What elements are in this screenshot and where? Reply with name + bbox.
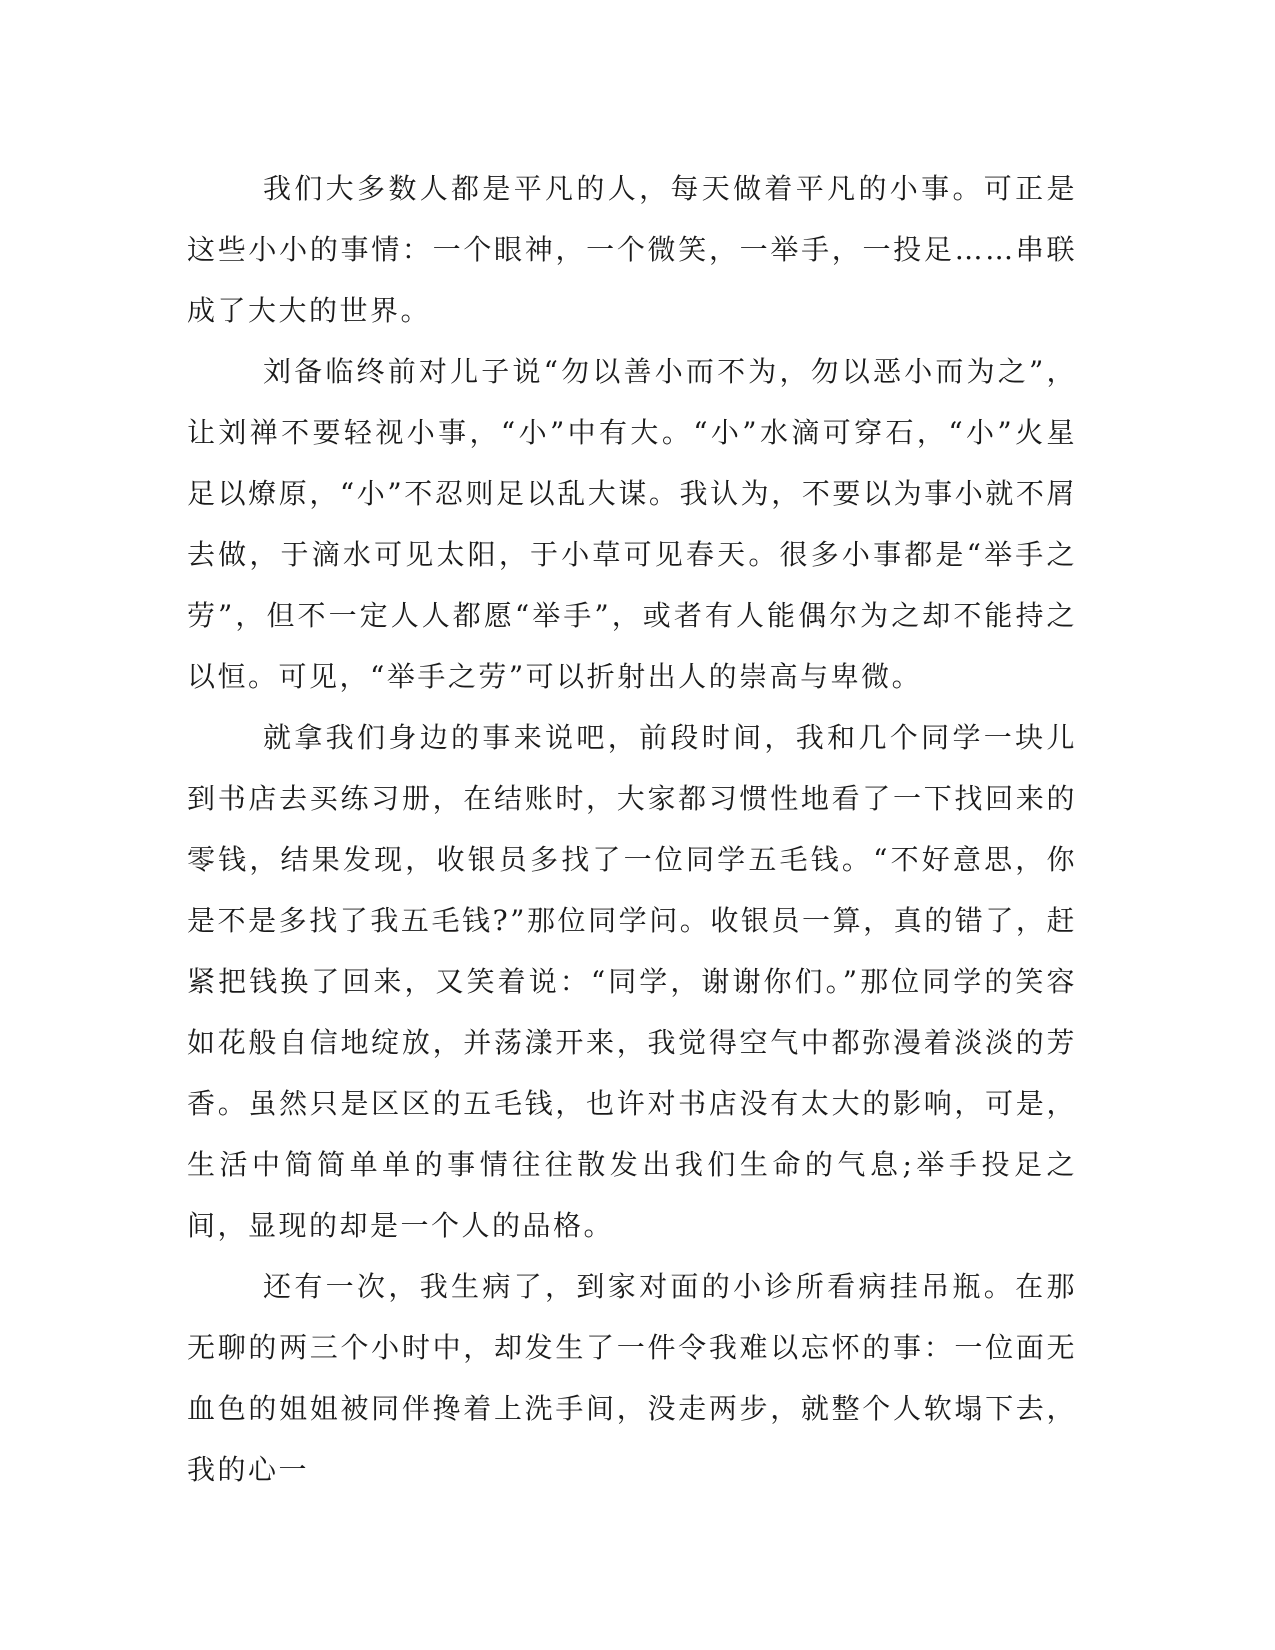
paragraph-2: 刘备临终前对儿子说“勿以善小而不为，勿以恶小而为之”，让刘禅不要轻视小事，“小”中有大。“小”水滴可穿石，“小”火星足以燎原，“小”不忍则足以乱大谋。我认为，不要以为事小就不屑去做，于滴水可见太阳，于小草可见春天。很多小事都是“举手之劳”，但不一定人人都愿“举手”，或者有人能偶尔为之却不能持之以恒。可见，“举手之劳”可以折射出人的崇高与卑微。	[187, 355, 1077, 693]
paragraph-3: 就拿我们身边的事来说吧，前段时间，我和几个同学一块儿到书店去买练习册，在结账时，大家都习惯性地看了一下找回来的零钱，结果发现，收银员多找了一位同学五毛钱。“不好意思，你是不是多找了我五毛钱?”那位同学问。收银员一算，真的错了，赶紧把钱换了回来，又笑着说：“同学，谢谢你们。”那位同学的笑容如花般自信地绽放，并荡漾开来，我觉得空气中都弥漫着淡淡的芳香。虽然只是区区的五毛钱，也许对书店没有太大的影响，可是，生活中简简单单的事情往往散发出我们生命的气息;举手投足之间，显现的却是一个人的品格。	[187, 721, 1077, 1242]
paragraph-1: 我们大多数人都是平凡的人，每天做着平凡的小事。可正是这些小小的事情：一个眼神，一个微笑，一举手，一投足……串联成了大大的世界。	[187, 172, 1077, 327]
paragraph-4: 还有一次，我生病了，到家对面的小诊所看病挂吊瓶。在那无聊的两三个小时中，却发生了一件令我难以忘怀的事：一位面无血色的姐姐被同伴搀着上洗手间，没走两步，就整个人软塌下去，我的心一	[187, 1270, 1077, 1486]
document-body	[187, 158, 1077, 1500]
